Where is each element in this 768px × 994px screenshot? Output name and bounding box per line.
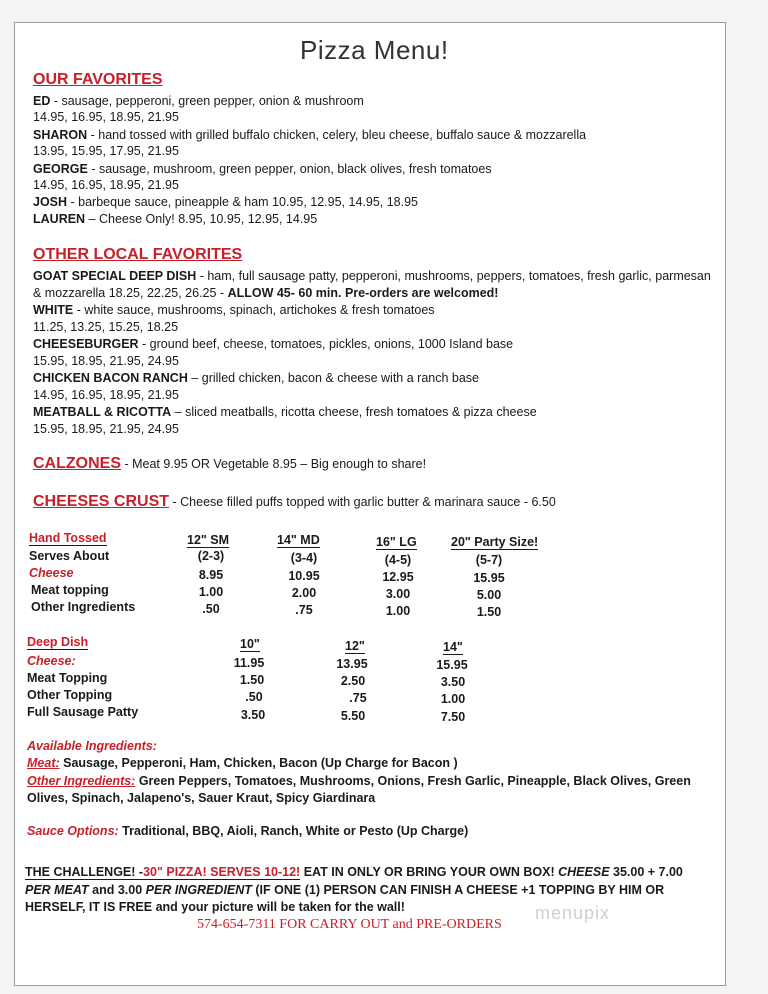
table-cell: (4-5): [384, 553, 412, 567]
col-header: 10": [240, 637, 260, 651]
table-cell: 1.00: [385, 604, 411, 618]
challenge-text: EAT IN ONLY OR BRING YOUR OWN BOX!: [300, 865, 559, 879]
item-desc: – grilled chicken, bacon & cheese with a ranch base: [187, 371, 480, 385]
table-cell: .75: [295, 603, 313, 617]
menu-item-white: [33, 303, 435, 317]
item-prices: 15.95, 18.95, 21.95, 24.95: [33, 422, 179, 436]
item-name: MEATBALL & RICOTTA: [33, 405, 172, 419]
row-label: Full Sausage Patty: [27, 705, 139, 719]
table-cell: 13.95: [336, 657, 368, 671]
menu-item-meatball-ricotta: [33, 405, 537, 419]
other-ingredients: [27, 774, 691, 788]
menu-page: [14, 22, 726, 986]
challenge-size: 30" PIZZA! SERVES 10-12!: [143, 865, 301, 879]
item-desc: – Cheese Only! 8.95, 10.95, 12.95, 14.95: [85, 212, 318, 226]
item-desc: - barbeque sauce, pineapple & ham 10.95, 12.95, 14.95, 18.95: [67, 195, 419, 209]
crust-heading: CHEESES CRUST: [33, 493, 170, 510]
item-desc: - white sauce, mushrooms, spinach, artichokes & fresh tomatoes: [73, 303, 435, 317]
table-cell: 10.95: [288, 569, 320, 583]
menu-item-lauren: [33, 212, 317, 226]
table-cell: 3.00: [385, 587, 411, 601]
challenge-price: 35.00 + 7.00: [609, 865, 683, 879]
goat-prices: [33, 286, 498, 300]
menu-item-sharon: [33, 128, 586, 142]
favorites-heading: OUR FAVORITES: [33, 71, 163, 88]
row-label: Other Topping: [27, 688, 113, 702]
crust-text: - Cheese filled puffs topped with garlic butter & marinara sauce - 6.50: [169, 495, 556, 509]
ingredients-heading: Available Ingredients:: [27, 739, 157, 753]
item-prices: 14.95, 16.95, 18.95, 21.95: [33, 110, 179, 124]
crust-row: [33, 493, 556, 511]
item-name: GOAT SPECIAL DEEP DISH: [33, 269, 197, 283]
col-header: 12" SM: [187, 533, 230, 547]
item-desc: – sliced meatballs, ricotta cheese, fresh tomatoes & pizza cheese: [171, 405, 537, 419]
table-cell: 1.00: [198, 585, 224, 599]
item-name: SHARON: [33, 128, 88, 142]
hand-tossed-heading: Hand Tossed: [29, 531, 107, 545]
deep-dish-heading: Deep Dish: [27, 635, 89, 649]
challenge-text: (IF ONE (1) PERSON CAN FINISH A CHEESE +1 TOPPING BY HIM OR: [251, 883, 665, 897]
table-cell: 3.50: [440, 675, 466, 689]
menu-item-cheeseburger: [33, 337, 513, 351]
table-cell: .75: [349, 691, 367, 705]
menu-item-ed: [33, 94, 364, 108]
table-cell: (5-7): [475, 553, 503, 567]
challenge-line-2: [25, 883, 664, 897]
table-cell: 15.95: [473, 571, 505, 585]
challenge-text: and 3.00: [88, 883, 146, 897]
menu-item-josh: [33, 195, 418, 209]
row-label: Other Ingredients: [31, 600, 136, 614]
menu-item-chicken-bacon-ranch: [33, 371, 479, 385]
item-name: CHEESEBURGER: [33, 337, 139, 351]
menu-item-goat: [33, 269, 711, 283]
table-cell: .50: [202, 602, 220, 616]
col-header: 20" Party Size!: [451, 535, 539, 549]
watermark-logo: menupix: [535, 903, 611, 923]
col-header: 14" MD: [277, 533, 320, 547]
row-label: Serves About: [29, 549, 110, 563]
item-name: GEORGE: [33, 162, 88, 176]
col-header: 16" LG: [376, 535, 417, 549]
goat-note: ALLOW 45- 60 min. Pre-orders are welcomed!: [227, 286, 499, 300]
item-desc: - sausage, mushroom, green pepper, onion, black olives, fresh tomatoes: [87, 162, 492, 176]
table-cell: 1.00: [440, 692, 466, 706]
calzones-heading: CALZONES: [33, 455, 121, 472]
item-name: WHITE: [33, 303, 74, 317]
local-favorites-heading: OTHER LOCAL FAVORITES: [33, 246, 243, 263]
per-ingredient-label: PER INGREDIENT: [145, 883, 252, 897]
other-label: Other Ingredients:: [27, 774, 136, 788]
item-name: JOSH: [33, 195, 68, 209]
row-label: Cheese:: [27, 654, 76, 668]
item-prices: 15.95, 18.95, 21.95, 24.95: [33, 354, 179, 368]
item-desc: - ground beef, cheese, tomatoes, pickles, onions, 1000 Island base: [138, 337, 514, 351]
item-desc: - ham, full sausage patty, pepperoni, mushrooms, peppers, tomatoes, fresh garlic, parmesan: [196, 269, 711, 283]
challenge-lead: THE CHALLENGE! -: [25, 865, 144, 879]
col-header: 14": [443, 640, 463, 654]
page-title: Pizza Menu!: [300, 35, 449, 65]
table-cell: (2-3): [197, 549, 225, 563]
item-name: CHICKEN BACON RANCH: [33, 371, 188, 385]
meat-text: Sausage, Pepperoni, Ham, Chicken, Bacon (Up Charge for Bacon ): [59, 756, 458, 770]
meat-label: Meat:: [27, 756, 60, 770]
table-cell: 15.95: [436, 658, 468, 672]
table-cell: 5.50: [340, 709, 366, 723]
row-label: Meat Topping: [27, 671, 108, 685]
table-cell: (3-4): [290, 551, 318, 565]
table-cell: 2.50: [340, 674, 366, 688]
item-prices: 13.95, 15.95, 17.95, 21.95: [33, 144, 179, 158]
goat-price-line: & mozzarella 18.25, 22.25, 26.25 -: [33, 286, 228, 300]
table-cell: 5.00: [476, 588, 502, 602]
item-prices: 11.25, 13.25, 15.25, 18.25: [33, 320, 179, 334]
other-ingredients-cont: Olives, Spinach, Jalapeno's, Sauer Kraut, Spicy Giardinara: [27, 791, 376, 805]
item-name: ED: [33, 94, 51, 108]
sauce-options: [27, 824, 468, 838]
table-cell: 11.95: [233, 656, 265, 670]
col-header: 12": [345, 639, 365, 653]
challenge-line-3: HERSELF, IT IS FREE and your picture will be taken for the wall!: [25, 900, 405, 914]
other-text: Green Peppers, Tomatoes, Mushrooms, Onions, Fresh Garlic, Pineapple, Black Olives, Green: [135, 774, 691, 788]
sauce-label: Sauce Options:: [27, 824, 119, 838]
item-prices: 14.95, 16.95, 18.95, 21.95: [33, 388, 179, 402]
per-meat-label: PER MEAT: [25, 883, 89, 897]
menu-item-george: [33, 162, 492, 176]
table-cell: 3.50: [240, 708, 266, 722]
row-label: Meat topping: [31, 583, 109, 597]
item-desc: - sausage, pepperoni, green pepper, onion & mushroom: [50, 94, 364, 108]
table-cell: 12.95: [382, 570, 414, 584]
calzones-row: [33, 455, 426, 473]
meat-ingredients: [27, 756, 458, 770]
table-cell: 1.50: [476, 605, 502, 619]
row-label: Cheese: [29, 566, 74, 580]
item-name: LAUREN: [33, 212, 86, 226]
challenge-line-1: [25, 865, 683, 879]
calzones-text: - Meat 9.95 OR Vegetable 8.95 – Big enough to share!: [121, 457, 427, 471]
table-cell: 2.00: [291, 586, 317, 600]
phone-number: 574-654-7311 FOR CARRY OUT and PRE-ORDERS: [197, 917, 502, 932]
item-desc: - hand tossed with grilled buffalo chicken, celery, bleu cheese, buffalo sauce & mozzarella: [87, 128, 587, 142]
table-cell: 8.95: [198, 568, 224, 582]
table-cell: 7.50: [440, 710, 466, 724]
table-cell: .50: [245, 690, 263, 704]
cheese-label: CHEESE: [558, 865, 610, 879]
item-prices: 14.95, 16.95, 18.95, 21.95: [33, 178, 179, 192]
sauce-text: Traditional, BBQ, Aioli, Ranch, White or Pesto (Up Charge): [118, 824, 469, 838]
table-cell: 1.50: [239, 673, 265, 687]
